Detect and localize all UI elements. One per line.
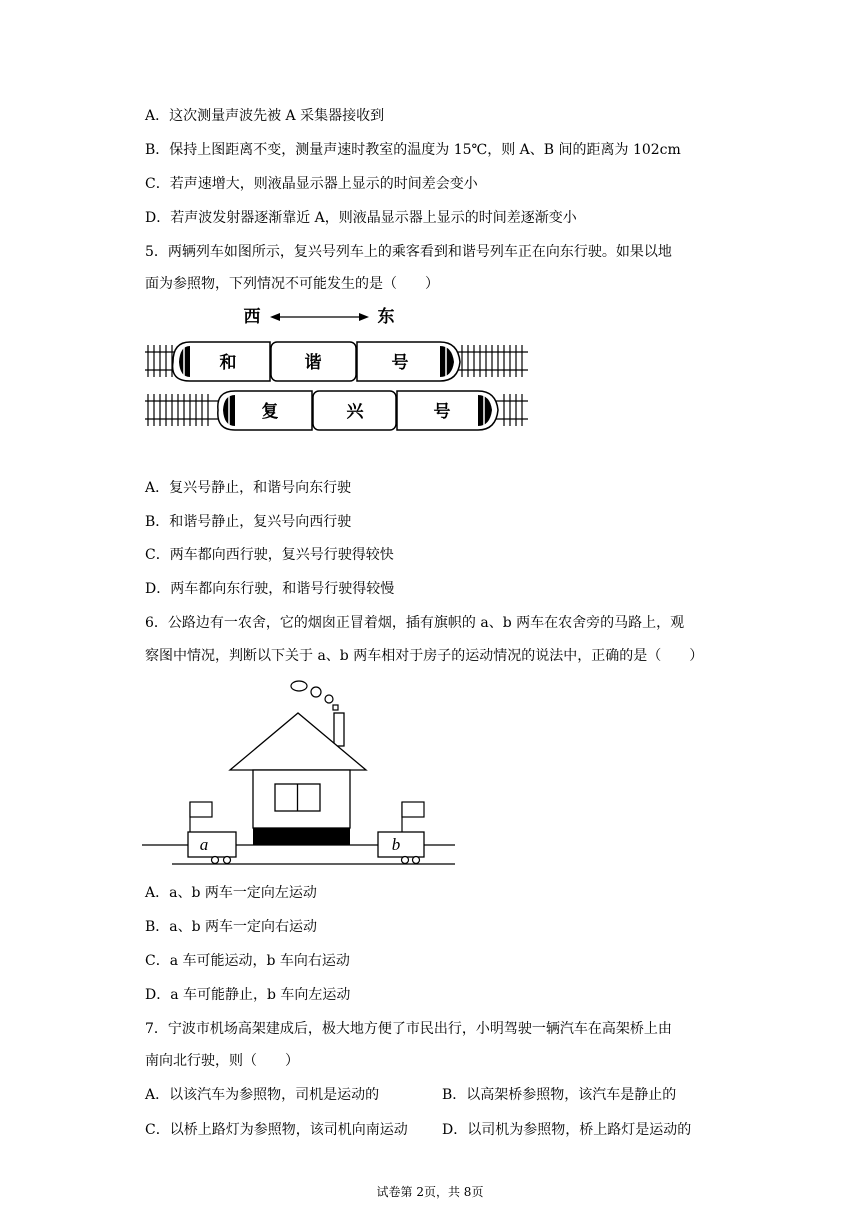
q4-option-d: D．若声波发射器逐渐靠近 A，则液晶显示器上显示的时间差逐渐变小 xyxy=(145,210,577,226)
q7-option-d: D．以司机为参照物，桥上路灯是运动的 xyxy=(442,1122,692,1138)
q5-option-d: D．两车都向东行驶，和谐号行驶得较慢 xyxy=(145,581,395,597)
q4-option-c: C．若声速增大，则液晶显示器上显示的时间差会变小 xyxy=(145,176,478,192)
q7-stem-line2: 南向北行驶，则（ ） xyxy=(145,1053,299,1069)
q7-option-a: A．以该汽车为参照物，司机是运动的 xyxy=(145,1087,380,1103)
house-foundation xyxy=(253,828,350,845)
q7-option-b: B．以高架桥参照物，该汽车是静止的 xyxy=(442,1087,677,1103)
q5-stem-line1: 5．两辆列车如图所示，复兴号列车上的乘客看到和谐号列车正在向东行驶。如果以地 xyxy=(145,244,672,260)
roof xyxy=(230,713,366,770)
q7-stem-line1: 7．宁波市机场高架建成后，极大地方便了市民出行，小明驾驶一辆汽车在高架桥上由 xyxy=(145,1021,672,1037)
q6-stem-line1: 6．公路边有一农舍，它的烟囱正冒着烟，插有旗帜的 a、b 两车在农舍旁的马路上，观 xyxy=(145,615,685,631)
q5-stem-line2: 面为参照物，下列情况不可能发生的是（ ） xyxy=(145,276,439,292)
car-a xyxy=(188,802,236,864)
direction-arrow xyxy=(270,313,369,321)
q5-option-a: A．复兴号静止，和谐号向东行驶 xyxy=(145,480,352,496)
q4-option-a: A．这次测量声波先被 A 采集器接收到 xyxy=(145,108,385,124)
car-b xyxy=(378,802,424,864)
flag-b xyxy=(402,802,424,817)
q5-option-c: C．两车都向西行驶，复兴号行驶得较快 xyxy=(145,547,394,563)
train1-char-2: 谐 xyxy=(304,353,322,373)
train1-char-3: 号 xyxy=(391,353,409,373)
car-b-label: b xyxy=(391,835,401,854)
q5-option-b: B．和谐号静止，复兴号向西行驶 xyxy=(145,514,352,530)
train-hexie xyxy=(173,342,460,381)
q6-option-c: C．a 车可能运动，b 车向右运动 xyxy=(145,953,350,969)
q4-option-b: B．保持上图距离不变，测量声速时教室的温度为 15℃，则 A、B 间的距离为 102cm xyxy=(145,142,681,158)
q7-option-c: C．以桥上路灯为参照物，该司机向南运动 xyxy=(145,1122,408,1138)
east-label: 东 xyxy=(377,307,395,327)
train-fuxing xyxy=(218,391,498,430)
west-label: 西 xyxy=(243,307,261,327)
q6-house-figure xyxy=(140,675,470,875)
smoke xyxy=(291,681,338,710)
q5-train-figure xyxy=(140,300,540,440)
q6-option-d: D．a 车可能静止，b 车向左运动 xyxy=(145,987,351,1003)
window xyxy=(275,784,320,811)
train2-char-2: 兴 xyxy=(346,402,364,422)
train1-char-1: 和 xyxy=(219,353,237,373)
train2-char-1: 复 xyxy=(261,402,279,422)
car-a-label: a xyxy=(199,835,209,854)
q6-option-b: B．a、b 两车一定向右运动 xyxy=(145,919,318,935)
q6-option-a: A．a、b 两车一定向左运动 xyxy=(145,885,317,901)
chimney xyxy=(334,713,344,746)
train2-char-3: 号 xyxy=(433,402,451,422)
page-footer: 试卷第 2页，共 8页 xyxy=(376,1185,484,1199)
q6-stem-line2: 察图中情况，判断以下关于 a、b 两车相对于房子的运动情况的说法中，正确的是（ ） xyxy=(145,648,704,664)
flag-a xyxy=(190,802,212,817)
